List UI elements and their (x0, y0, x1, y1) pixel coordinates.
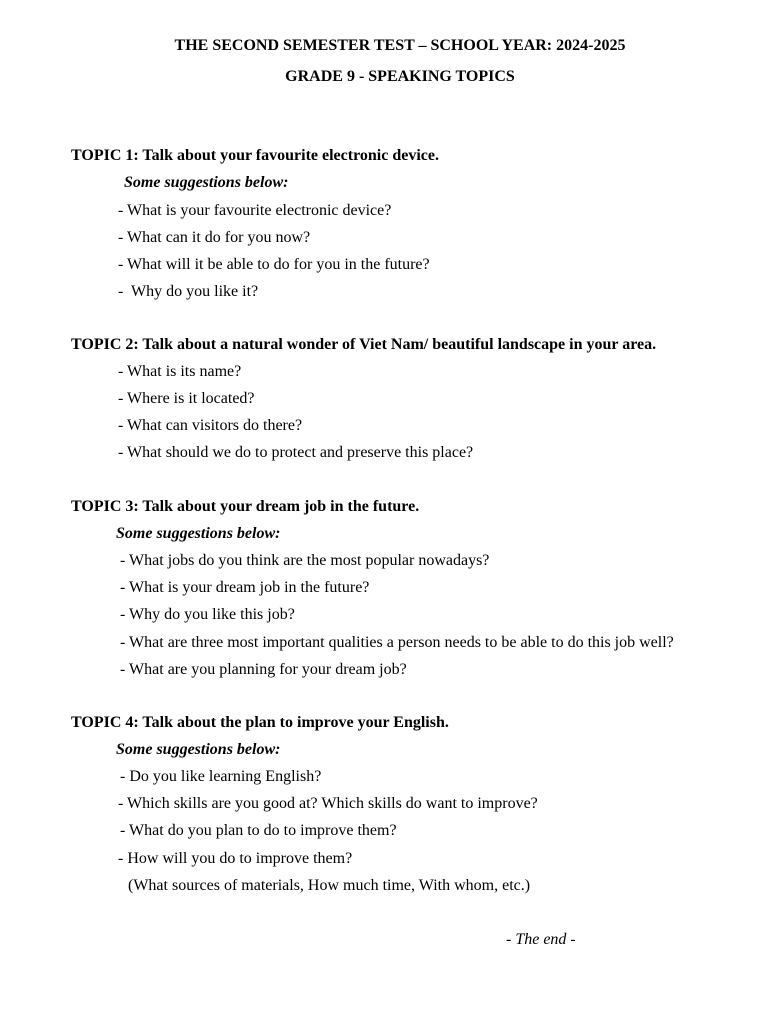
topic-heading: TOPIC 1: Talk about your favourite electronic device. (71, 147, 439, 164)
question-item: - What can visitors do there? (118, 417, 303, 434)
question-item: - Why do you like this job? (120, 606, 295, 623)
topic-heading: TOPIC 3: Talk about your dream job in the future. (71, 498, 420, 515)
question-item: - What is your dream job in the future? (120, 579, 370, 596)
question-item: - Do you like learning English? (120, 768, 322, 785)
question-item: - What can it do for you now? (118, 229, 311, 246)
suggestions-label: Some suggestions below: (116, 525, 281, 542)
topic-heading: TOPIC 2: Talk about a natural wonder of Viet Nam/ beautiful landscape in your area. (71, 336, 657, 353)
end-marker: - The end - (506, 931, 576, 948)
question-item: - Why do you like it? (118, 283, 259, 300)
question-item: - Where is it located? (118, 390, 255, 407)
question-item: - What is its name? (118, 363, 242, 380)
question-item: - What should we do to protect and preserve this place? (118, 444, 474, 461)
document-title: THE SECOND SEMESTER TEST – SCHOOL YEAR: 2024-2025 (174, 37, 626, 54)
question-item: - What do you plan to do to improve them? (120, 822, 397, 839)
question-item: - What jobs do you think are the most popular nowadays? (120, 552, 490, 569)
topic-heading: TOPIC 4: Talk about the plan to improve your English. (71, 714, 449, 731)
suggestions-label: Some suggestions below: (116, 741, 281, 758)
question-item: - How will you do to improve them? (118, 850, 353, 867)
question-item: - What are you planning for your dream job? (120, 661, 407, 678)
document-subtitle: GRADE 9 - SPEAKING TOPICS (285, 68, 515, 85)
question-item: - What are three most important qualities a person needs to be able to do this job well? (120, 634, 674, 651)
suggestions-label: Some suggestions below: (124, 174, 289, 191)
question-note: (What sources of materials, How much time, With whom, etc.) (128, 877, 531, 894)
question-item: - Which skills are you good at? Which skills do want to improve? (118, 795, 538, 812)
question-item: - What is your favourite electronic device? (118, 202, 392, 219)
question-item: - What will it be able to do for you in the future? (118, 256, 430, 273)
